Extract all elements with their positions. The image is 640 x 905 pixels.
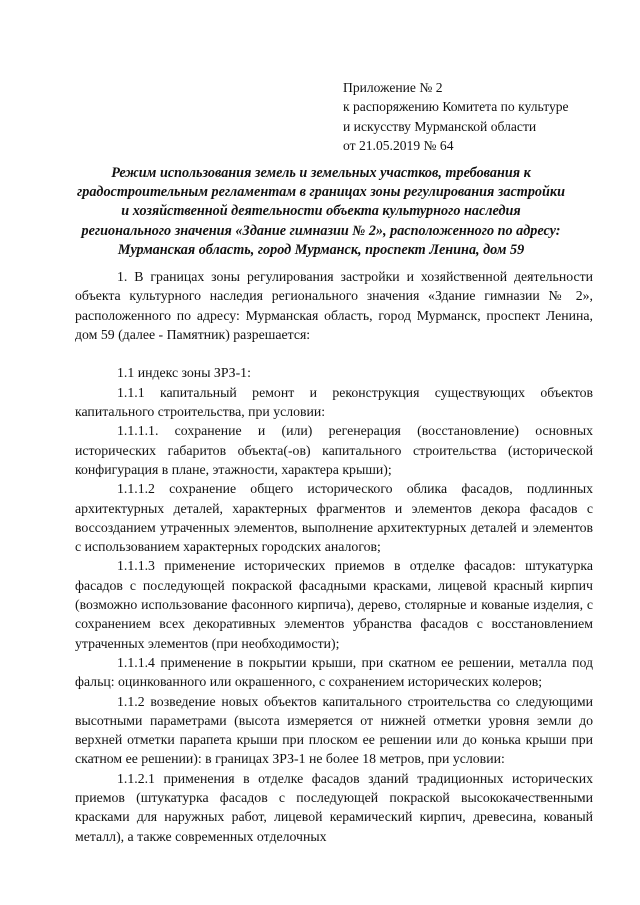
paragraph: 1.1.2.1 применения в отделке фасадов зданий традиционных исторических приемов (штукатурка фасадов с последующей покраской высококачественными красками для наружных работ, лицевой керамический кирпич, древесина, кованый металл), а также современных отделочных [75, 770, 593, 844]
document-title: Режим использования земель и земельных участков, требования к градостроительным регламентам в границах зоны регулирования застройки и хозяйственной деятельности объекта культурного наследия регионального значения «Здание гимназии № 2», расположенного по адресу: Мурманская область, город Мурманск, проспект Ленина, дом 59 [76, 165, 565, 258]
appendix-number: Приложение № 2 [343, 80, 443, 95]
appendix-date: от 21.05.2019 № 64 [343, 137, 454, 153]
document-body [75, 267, 593, 846]
paragraph: 1.1.1.4 применение в покрытии крыши, при скатном ее решении, металла под фальц: оцинкованного или окрашенного, с сохранением исторических колеров; [75, 654, 593, 690]
paragraph: 1.1.1.2 сохранение общего исторического облика фасадов, подлинных архитектурных деталей, характерных фрагментов и элементов декора фасадов с воссозданием утраченных элементов, выполнение архитектурных деталей и элементов с использованием характерных городских аналогов; [75, 481, 593, 555]
paragraph: 1.1.1.1. сохранение и (или) регенерация (восстановление) основных исторических габаритов объекта(-ов) капитального строительства (исторической конфигурация в плане, этажности, характера крыши); [75, 423, 593, 477]
paragraph: 1. В границах зоны регулирования застройки и хозяйственной деятельности объекта культурного наследия регионального значения «Здание гимназии № 2», расположенного по адресу: Мурманская область, город Мурманск, проспект Ленина, дом 59 (далее - Памятник) разрешается: [75, 269, 593, 342]
appendix-order-ref: к распоряжению Комитета по культуре [343, 99, 569, 115]
appendix-header [343, 78, 613, 155]
paragraph: 1.1.1 капитальный ремонт и реконструкция существующих объектов капитального строительства, при условии: [75, 384, 593, 420]
paragraph: 1.1.2 возведение новых объектов капитального строительства со следующими высотными параметрами (высота измеряется от нижней отметки уровня земли до верхней отметки парапета крыши при плоском ее решении или до конька крыши при скатном ее решении): в границах ЗРЗ-1 не более 18 метров, при условии: [75, 693, 593, 767]
paragraph: 1.1 индекс зоны ЗРЗ-1: [117, 365, 251, 381]
paragraph: 1.1.1.3 применение исторических приемов в отделке фасадов: штукатурка фасадов с последующей покраской фасадными красками, лицевой красный кирпич (возможно использование фасонного кирпича), дерево, столярные и кованые изделия, с сохранением всех декоративных элементов убранства фасадов с восстановлением утраченных элементов (при необходимости); [75, 558, 593, 651]
appendix-committee: и искусству Мурманской области [343, 118, 537, 134]
